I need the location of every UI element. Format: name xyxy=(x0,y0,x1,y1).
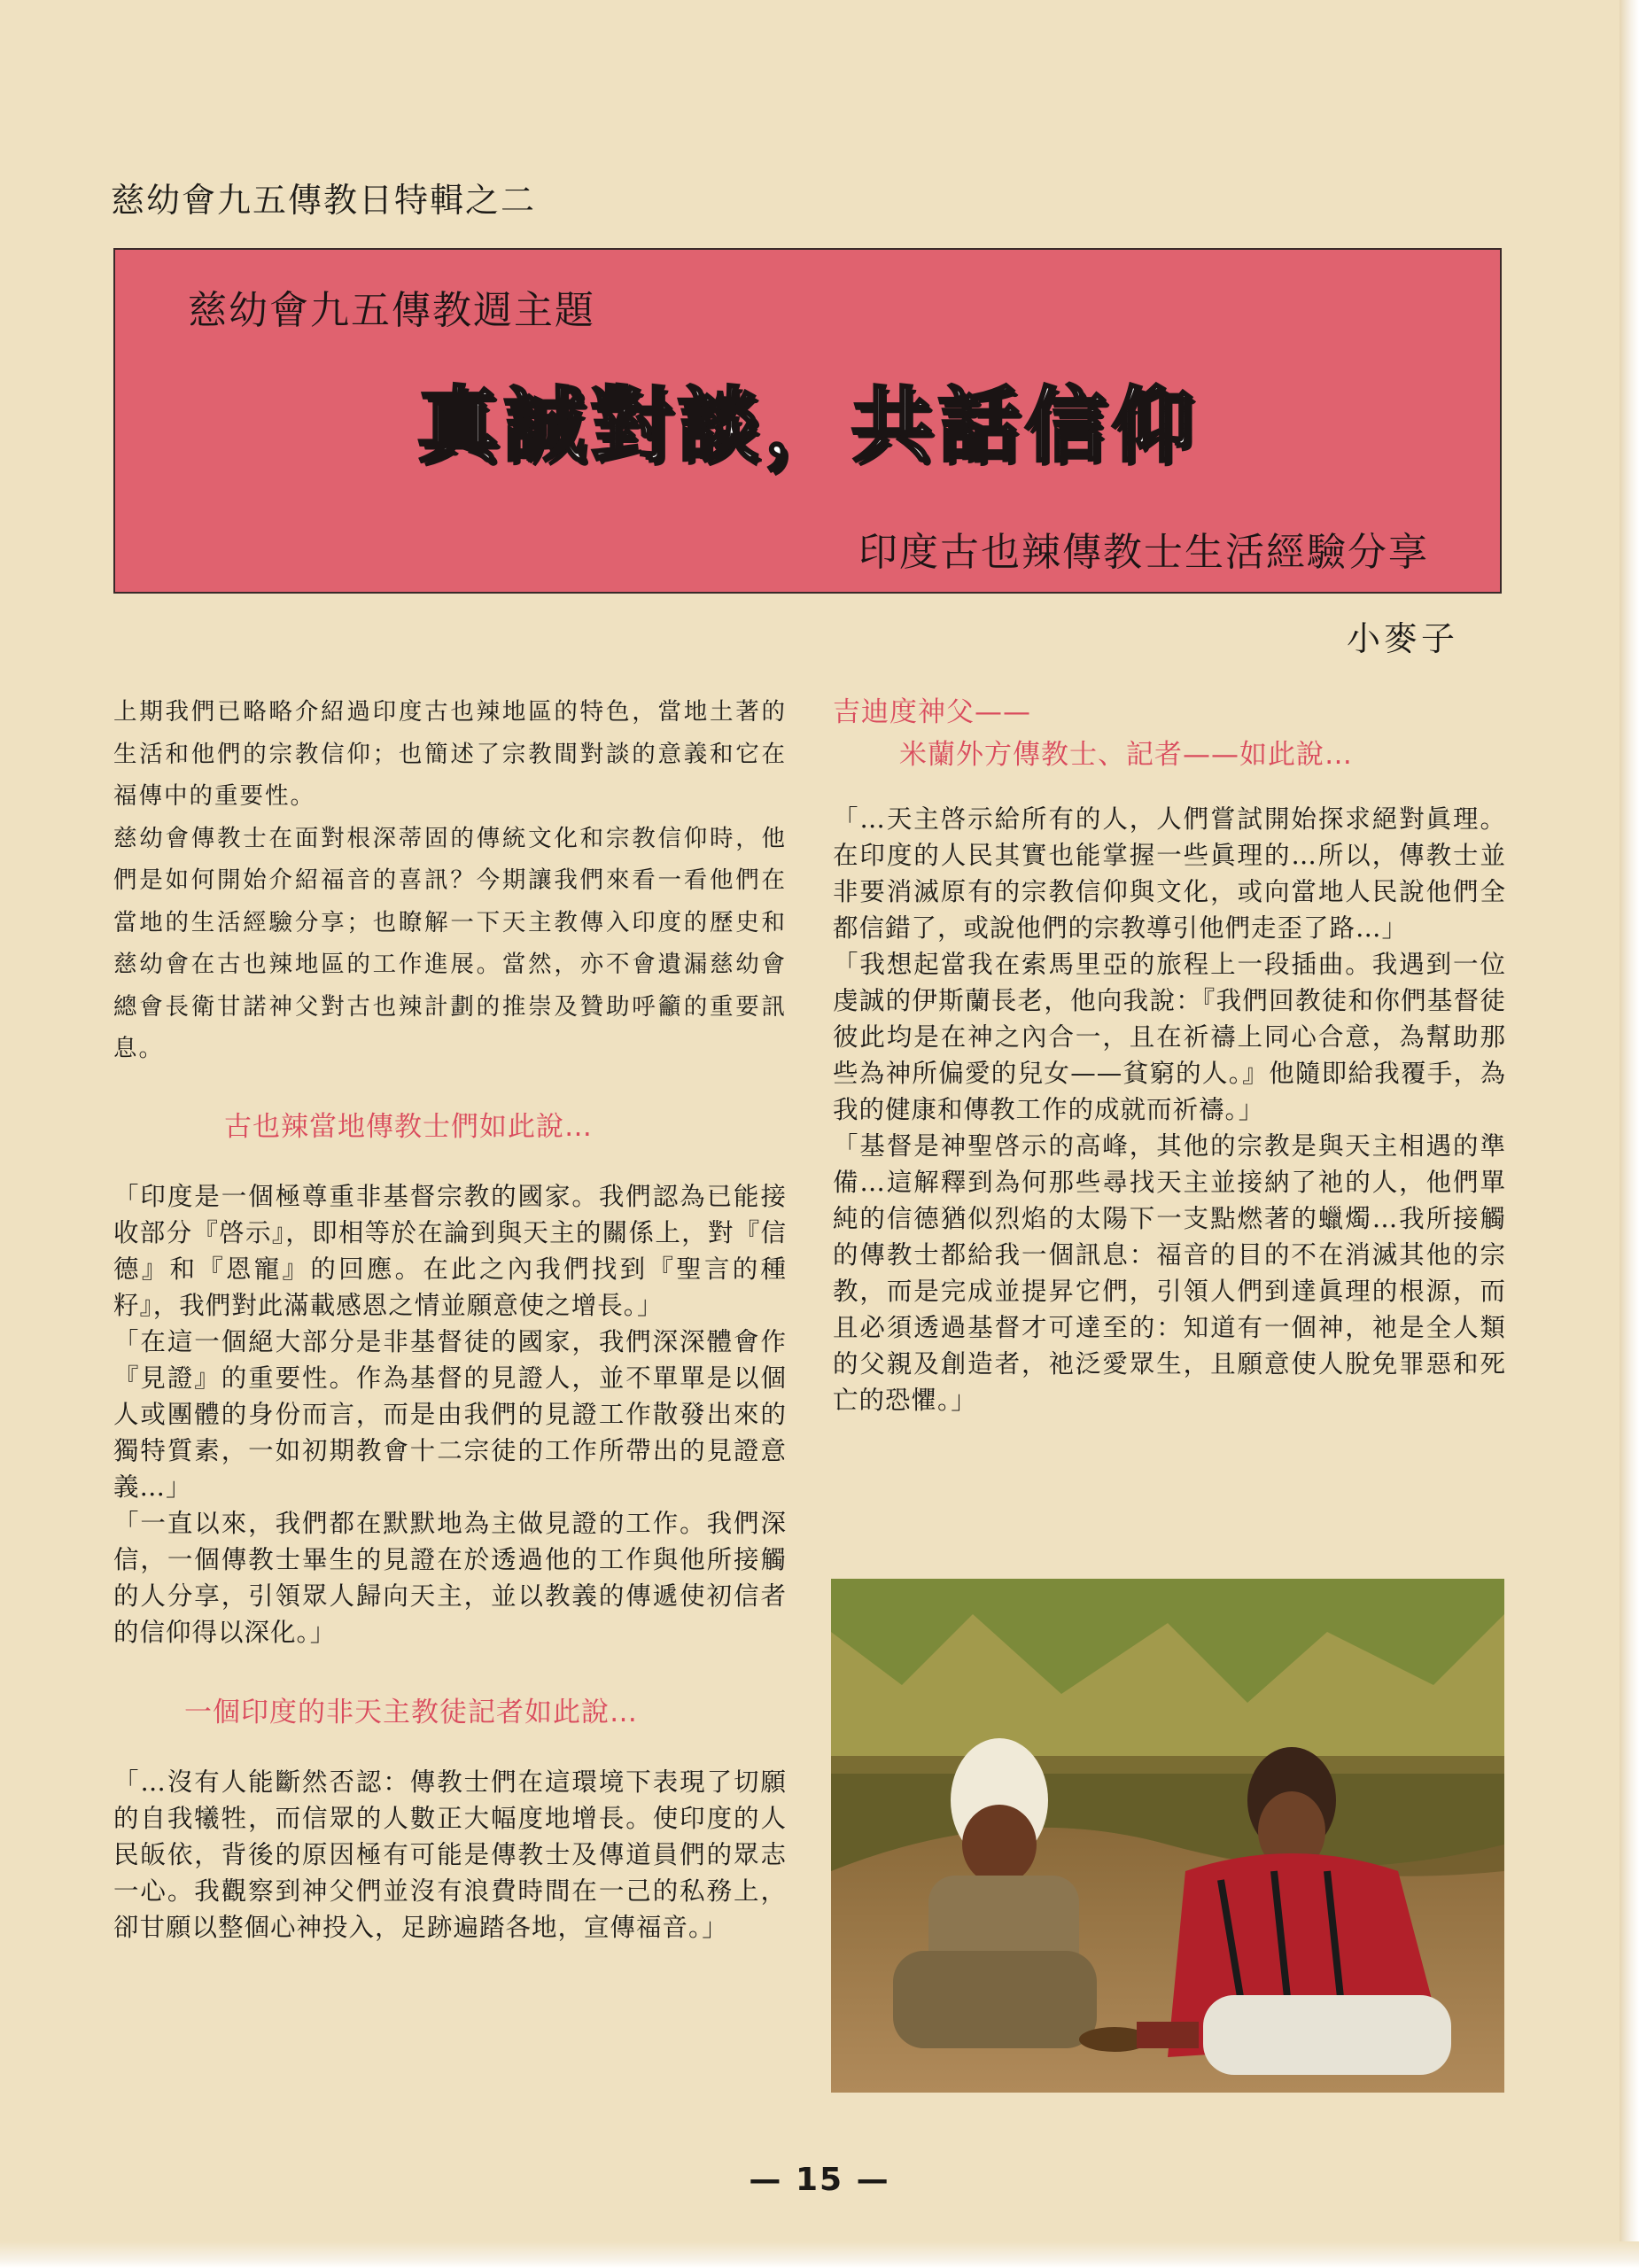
banner-caption: 印度古也辣傳教士生活經驗分享 xyxy=(858,530,1429,575)
photo-illustration xyxy=(831,1579,1504,2093)
section-heading: 吉迪度神父—— xyxy=(833,696,1031,728)
intro-paragraph: 上期我們已略略介紹過印度古也辣地區的特色，當地土著的生活和他們的宗教信仰；也簡述了宗教間對談的意義和它在福傳中的重要性。 xyxy=(113,698,787,810)
quote-paragraph: 「一直以來，我們都在默默地為主做見證的工作。我們深信，一個傳教士畢生的見證在於透過他的工作與他所接觸的人分享，引領眾人歸向天主，並以教義的傳遞使初信者的信仰得以深化。」 xyxy=(113,1508,787,1647)
quote-paragraph: 「在這一個絕大部分是非基督徒的國家，我們深深體會作『見證』的重要性。作為基督的見證人，並不單單是以個人或團體的身份而言，而是由我們的見證工作散發出來的獨特質素，一如初期教會十二宗徒的工作所帶出的見證意義…」 xyxy=(113,1326,787,1502)
article-photo xyxy=(831,1579,1504,2093)
page-edge-bottom xyxy=(0,2241,1639,2268)
quote-paragraph: 「基督是神聖啓示的高峰，其他的宗教是與天主相遇的準備…這解釋到為何那些尋找天主並接納了祂的人，他們單純的信德猶似烈焰的太陽下一支點燃著的蠟燭…我所接觸的傳教士都給我一個訊息：福音的目的不在消滅其他的宗教，而是完成並提昇它們，引領人們到達眞理的根源，而且必須透過基督才可達至的：知道有一個神，祂是全人類的父親及創造者，祂泛愛眾生，且願意使人脫免罪惡和死亡的恐懼。」 xyxy=(833,1131,1506,1415)
quote-paragraph: 「印度是一個極尊重非基督宗教的國家。我們認為已能接收部分『啓示』，即相等於在論到與天主的關係上，對『信德』和『恩寵』的回應。在此之內我們找到『聖言的種籽』，我們對此滿載感恩之情並願意使之增長。」 xyxy=(113,1181,787,1320)
quote-paragraph: 「我想起當我在索馬里亞的旅程上一段插曲。我遇到一位虔誠的伊斯蘭長老，他向我說：『我們回教徒和你們基督徒彼此均是在神之內合一，且在祈禱上同心合意，為幫助那些為神所偏愛的兒女——貧窮的人。』他隨即給我覆手，為我的健康和傳教工作的成就而祈禱。」 xyxy=(833,950,1506,1124)
quote-paragraph: 「…天主啓示給所有的人，人們嘗試開始探求絕對眞理。在印度的人民其實也能掌握一些眞理的…所以，傳教士並非要消滅原有的宗教信仰與文化，或向當地人民說他們全都信錯了，或說他們的宗教導引他們走歪了路…」 xyxy=(833,804,1506,943)
left-column xyxy=(113,691,787,1946)
series-title: 慈幼會九五傳教日特輯之二 xyxy=(111,181,537,220)
author-name: 小麥子 xyxy=(1347,619,1459,658)
quote-section xyxy=(833,801,1506,1418)
page-edge xyxy=(1620,0,1639,2268)
page-number: — 15 — xyxy=(749,2162,890,2198)
section-heading: 一個印度的非天主教徒記者如此說… xyxy=(184,1696,638,1728)
quote-section xyxy=(113,1764,787,1946)
right-column xyxy=(833,691,1506,1418)
intro-section xyxy=(113,691,787,1070)
banner-subtitle: 慈幼會九五傳教週主題 xyxy=(188,288,595,333)
intro-paragraph: 慈幼會傳教士在面對根深蒂固的傳統文化和宗教信仰時，他們是如何開始介紹福音的喜訊？今期讓我們來看一看他們在當地的生活經驗分享；也瞭解一下天主教傳入印度的歷史和慈幼會在古也辣地區的工作進展。當然，亦不會遺漏慈幼會總會長衛甘諾神父對古也辣計劃的推崇及贊助呼籲的重要訊息。 xyxy=(113,824,787,1062)
quote-section xyxy=(113,1178,787,1651)
banner-title: 真誠對談，共話信仰 xyxy=(416,378,1199,473)
title-banner xyxy=(113,248,1502,594)
section-heading: 古也辣當地傳教士們如此說… xyxy=(224,1110,593,1143)
section-heading: 米蘭外方傳教士、記者——如此說… xyxy=(899,739,1353,771)
quote-paragraph: 「…沒有人能斷然否認：傳教士們在這環境下表現了切願的自我犧牲，而信眾的人數正大幅度地增長。使印度的人民皈依，背後的原因極有可能是傳教士及傳道員們的眾志一心。我觀察到神父們並沒有浪費時間在一己的私務上，卻甘願以整個心神投入，足跡遍踏各地，宣傳福音。」 xyxy=(113,1767,787,1942)
